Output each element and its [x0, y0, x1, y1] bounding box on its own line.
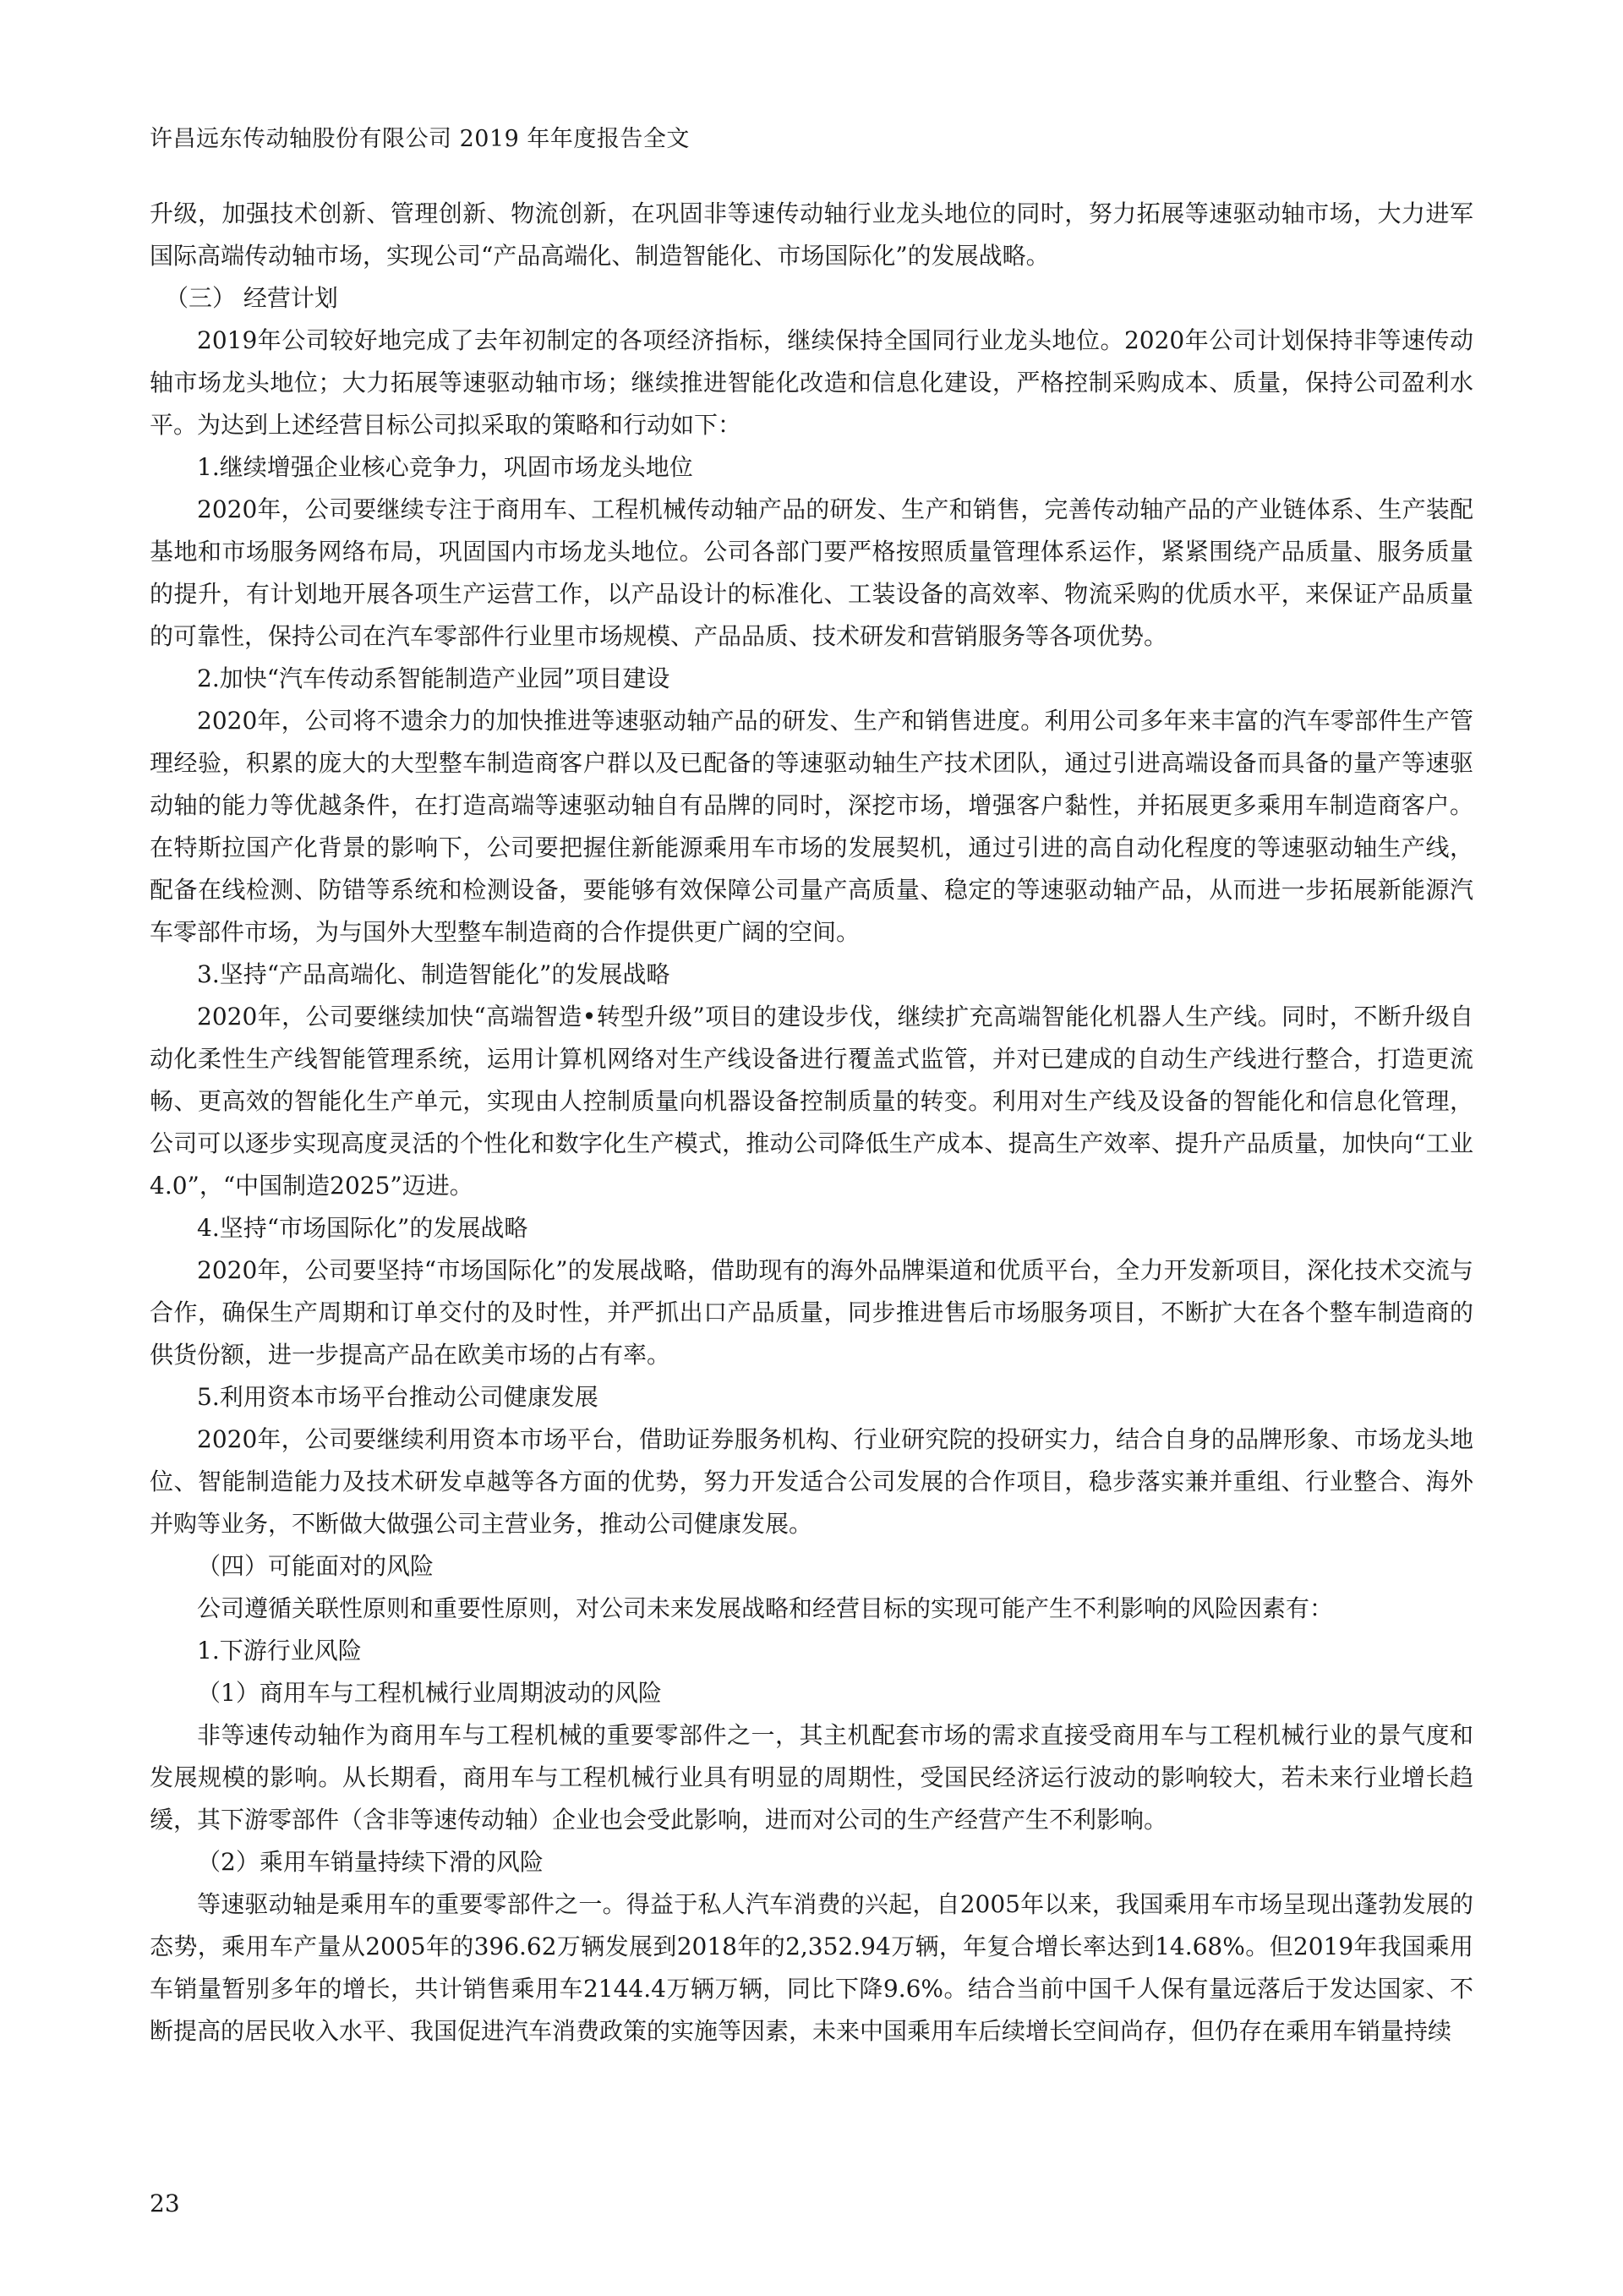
paragraph: 公司遵循关联性原则和重要性原则，对公司未来发展战略和经营目标的实现可能产生不利影响的风险因素有：	[197, 1594, 1334, 1622]
report-header: 许昌远东传动轴股份有限公司 2019 年年度报告全文	[150, 126, 690, 152]
section-heading: （三） 经营计划	[165, 284, 338, 312]
section-heading: （1）商用车与工程机械行业周期波动的风险	[197, 1679, 662, 1707]
document-body	[150, 193, 1473, 2053]
paragraph: 2020年，公司要继续专注于商用车、工程机械传动轴产品的研发、生产和销售，完善传动轴产品的产业链体系、生产装配基地和市场服务网络布局，巩固国内市场龙头地位。公司各部门要严格按照质量管理体系运作，紧紧围绕产品质量、服务质量的提升，有计划地开展各项生产运营工作，以产品设计的标准化、工装设备的高效率、物流采购的优质水平，来保证产品质量的可靠性，保持公司在汽车零部件行业里市场规模、产品品质、技术研发和营销服务等各项优势。	[150, 495, 1473, 650]
section-heading: 1.下游行业风险	[197, 1637, 362, 1665]
paragraph: 2020年，公司要坚持“市场国际化”的发展战略，借助现有的海外品牌渠道和优质平台，全力开发新项目，深化技术交流与合作，确保生产周期和订单交付的及时性，并严抓出口产品质量，同步推进售后市场服务项目，不断扩大在各个整车制造商的供货份额，进一步提高产品在欧美市场的占有率。	[150, 1256, 1473, 1369]
paragraph: 升级，加强技术创新、管理创新、物流创新，在巩固非等速传动轴行业龙头地位的同时，努力拓展等速驱动轴市场，大力进军国际高端传动轴市场，实现公司“产品高端化、制造智能化、市场国际化”的发展战略。	[150, 200, 1473, 270]
section-heading: 3.坚持“产品高端化、制造智能化”的发展战略	[197, 960, 670, 988]
paragraph: 2020年，公司要继续利用资本市场平台，借助证券服务机构、行业研究院的投研实力，结合自身的品牌形象、市场龙头地位、智能制造能力及技术研发卓越等各方面的优势，努力开发适合公司发展的合作项目，稳步落实兼并重组、行业整合、海外并购等业务，不断做大做强公司主营业务，推动公司健康发展。	[150, 1425, 1473, 1538]
section-heading: （四）可能面对的风险	[197, 1552, 434, 1580]
page-number: 23	[150, 2189, 180, 2217]
section-heading: 4.坚持“市场国际化”的发展战略	[197, 1214, 528, 1242]
section-heading: 2.加快“汽车传动系智能制造产业园”项目建设	[197, 664, 670, 692]
paragraph: 2020年，公司将不遗余力的加快推进等速驱动轴产品的研发、生产和销售进度。利用公司多年来丰富的汽车零部件生产管理经验，积累的庞大的大型整车制造商客户群以及已配备的等速驱动轴生产技术团队，通过引进高端设备而具备的量产等速驱动轴的能力等优越条件，在打造高端等速驱动轴自有品牌的同时，深挖市场，增强客户黏性，并拓展更多乘用车制造商客户。在特斯拉国产化背景的影响下，公司要把握住新能源乘用车市场的发展契机，通过引进的高自动化程度的等速驱动轴生产线，配备在线检测、防错等系统和检测设备，要能够有效保障公司量产高质量、稳定的等速驱动轴产品，从而进一步拓展新能源汽车零部件市场，为与国外大型整车制造商的合作提供更广阔的空间。	[150, 707, 1473, 946]
section-heading: 1.继续增强企业核心竞争力，巩固市场龙头地位	[197, 453, 693, 481]
paragraph: 2020年，公司要继续加快“高端智造•转型升级”项目的建设步伐，继续扩充高端智能化机器人生产线。同时，不断升级自动化柔性生产线智能管理系统，运用计算机网络对生产线设备进行覆盖式监管，并对已建成的自动生产线进行整合，打造更流畅、更高效的智能化生产单元，实现由人控制质量向机器设备控制质量的转变。利用对生产线及设备的智能化和信息化管理，公司可以逐步实现高度灵活的个性化和数字化生产模式，推动公司降低生产成本、提高生产效率、提升产品质量，加快向“工业4.0”，“中国制造2025”迈进。	[150, 1003, 1473, 1200]
paragraph: 2019年公司较好地完成了去年初制定的各项经济指标，继续保持全国同行业龙头地位。2020年公司计划保持非等速传动轴市场龙头地位；大力拓展等速驱动轴市场；继续推进智能化改造和信息化建设，严格控制采购成本、质量，保持公司盈利水平。为达到上述经营目标公司拟采取的策略和行动如下：	[150, 326, 1473, 439]
paragraph: 非等速传动轴作为商用车与工程机械的重要零部件之一，其主机配套市场的需求直接受商用车与工程机械行业的景气度和发展规模的影响。从长期看，商用车与工程机械行业具有明显的周期性，受国民经济运行波动的影响较大，若未来行业增长趋缓，其下游零部件（含非等速传动轴）企业也会受此影响，进而对公司的生产经营产生不利影响。	[150, 1721, 1473, 1834]
section-heading: （2）乘用车销量持续下滑的风险	[197, 1848, 544, 1876]
paragraph: 等速驱动轴是乘用车的重要零部件之一。得益于私人汽车消费的兴起，自2005年以来，我国乘用车市场呈现出蓬勃发展的态势，乘用车产量从2005年的396.62万辆发展到2018年的2,352.94万辆，年复合增长率达到14.68%。但2019年我国乘用车销量暂别多年的增长，共计销售乘用车2144.4万辆万辆，同比下降9.6%。结合当前中国千人保有量远落后于发达国家、不断提高的居民收入水平、我国促进汽车消费政策的实施等因素，未来中国乘用车后续增长空间尚存，但仍存在乘用车销量持续	[150, 1890, 1473, 2045]
section-heading: 5.利用资本市场平台推动公司健康发展	[197, 1383, 598, 1411]
